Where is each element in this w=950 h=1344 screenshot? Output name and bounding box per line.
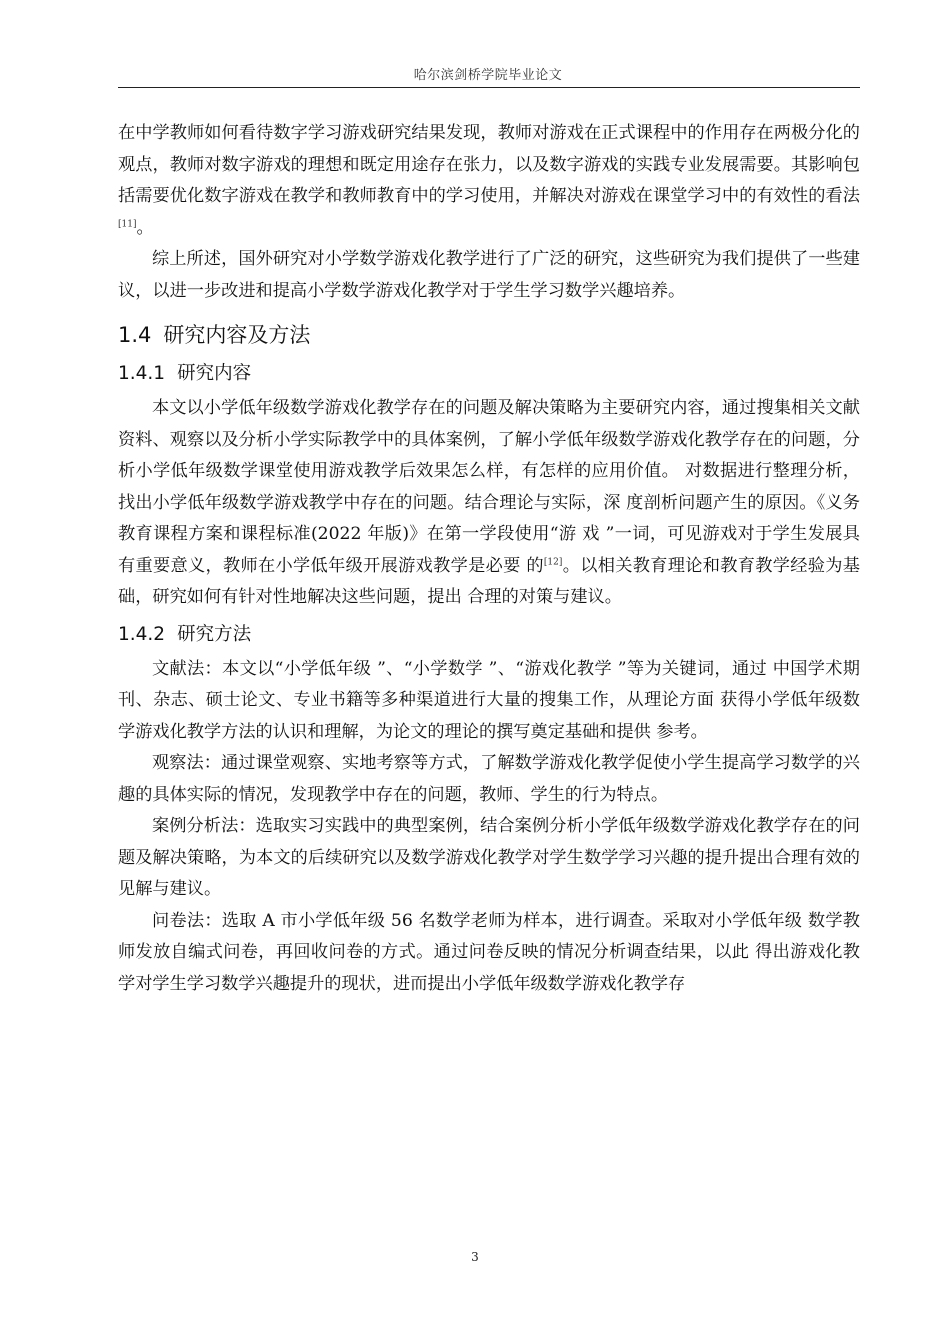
page-number: 3: [471, 1250, 479, 1264]
paragraph-end: 。: [136, 217, 154, 238]
citation-ref: [11]: [118, 218, 137, 229]
subsection-heading-methods: [118, 622, 860, 648]
running-header: 哈尔滨剑桥学院毕业论文: [413, 68, 563, 83]
subsection-number: 1.4.1: [118, 363, 166, 384]
section-heading: [118, 321, 860, 349]
header-rule: [118, 87, 860, 88]
method-questionnaire: 问卷法：选取 A 市小学低年级 56 名数学老师为样本，进行调查。采取对小学低年级 数学教师发放自编式问卷，再回收问卷的方式。通过问卷反映的情况分析调查结果，以此 得出游戏化教学对学生学习数学兴趣提升的现状，进而提出小学低年级数学游戏化教学存: [118, 910, 860, 994]
paragraph-text: 在中学教师如何看待数字学习游戏研究结果发现，教师对游戏在正式课程中的作用存在两极分化的观点，教师对数字游戏的理想和既定用途存在张力，以及数字游戏的实践专业发展需要。其影响包括需要优化数字游戏在教学和教师教育中的学习使用，并解决对游戏在课堂学习中的有效性的看法: [118, 123, 860, 206]
subsection-heading-content: [118, 361, 860, 387]
paragraph-research-content: [118, 393, 860, 614]
method-literature: 文献法：本文以“小学低年级 ”、“小学数学 ”、“游戏化教学 ”等为关键词，通过 中国学术期刊、杂志、硕士论文、专业书籍等多种渠道进行大量的搜集工作，从理论方面 获得小学低年级数学游戏化教学方法的认识和理解，为论文的理论的撰写奠定基础和提供 参考。: [118, 658, 860, 742]
paragraph-text: 本文以小学低年级数学游戏化教学存在的问题及解决策略为主要研究内容，通过搜集相关文献资料、观察以及分析小学实际教学中的具体案例，了解小学低年级数学游戏化教学存在的问题，分析小学低年级数学课堂使用游戏教学后效果怎么样，有怎样的应用价值。 对数据进行整理分析，找出小学低年级数学游戏教学中存在的问题。结合理论与实际，深 度剖析问题产生的原因。《义务教育课程方案和课程标准(2022 年版)》在第一学段使用“游 戏 ”一词，可见游戏对于学生发展具有重要意义，教师在小学低年级开展游戏教学是必要 的: [118, 398, 860, 576]
section-number: 1.4: [118, 323, 152, 347]
paragraph-text: 。以相关教育理论和教育教学经验为基础，研究如何有针对性地解决这些问题，提出 合理的对策与建议。: [118, 555, 860, 607]
method-observation: 观察法：通过课堂观察、实地考察等方式，了解数学游戏化教学促使小学生提高学习数学的兴趣的具体实际的情况，发现教学中存在的问题，教师、学生的行为特点。: [118, 753, 860, 805]
citation-ref: [12]: [543, 556, 563, 567]
subsection-title: 研究方法: [177, 623, 252, 645]
subsection-title: 研究内容: [177, 363, 252, 384]
subsection-number: 1.4.2: [118, 623, 166, 645]
paragraph-continuation: [118, 118, 860, 244]
method-case-analysis: 案例分析法：选取实习实践中的典型案例，结合案例分析小学低年级数学游戏化教学存在的问题及解决策略，为本文的后续研究以及数学游戏化教学对学生数学学习兴趣的提升提出合理有效的见解与建议。: [118, 816, 860, 899]
body-content: [118, 118, 860, 1000]
paragraph-summary: 综上所述，国外研究对小学数学游戏化教学进行了广泛的研究，这些研究为我们提供了一些建议，以进一步改进和提高小学数学游戏化教学对于学生学习数学兴趣培养。: [118, 249, 860, 301]
section-title: 研究内容及方法: [163, 323, 311, 347]
